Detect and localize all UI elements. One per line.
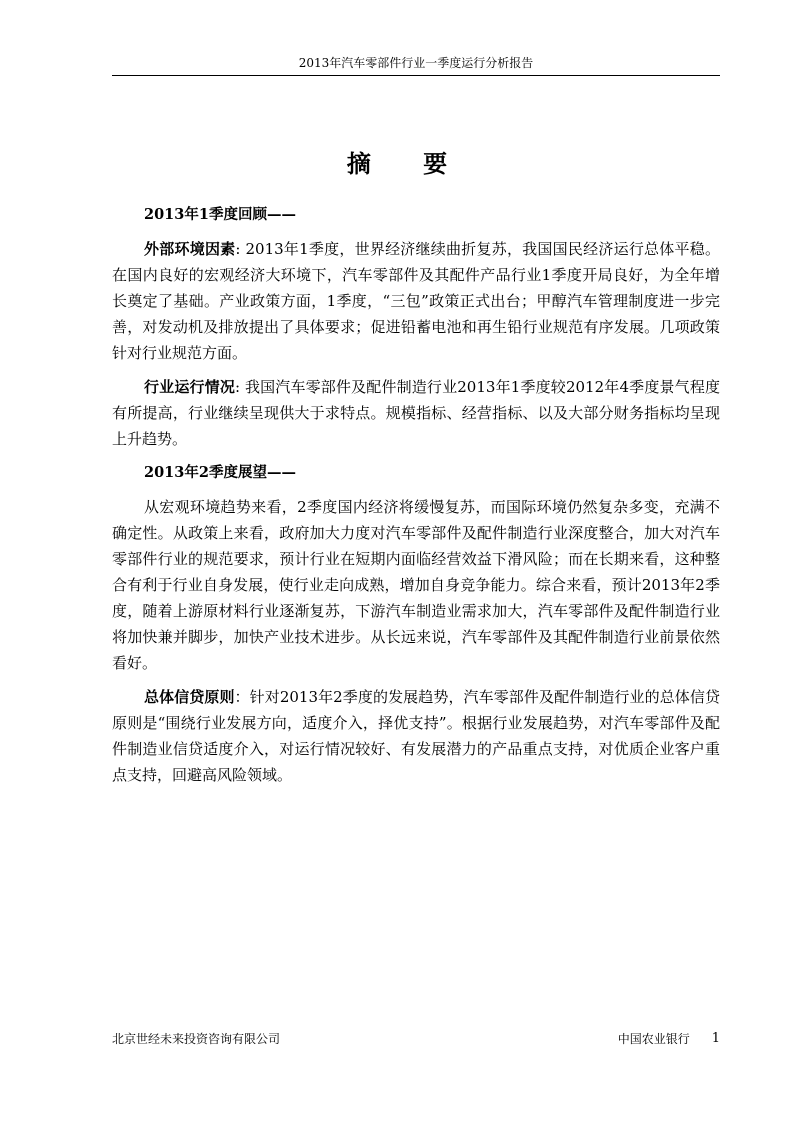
external-factors-paragraph xyxy=(112,236,720,366)
header-text: 2013年汽车零部件行业一季度运行分析报告 xyxy=(298,56,534,70)
credit-principle-paragraph xyxy=(112,684,720,788)
outlook-heading: 2013年2季度展望—— xyxy=(144,464,296,481)
industry-operation-lead: 行业运行情况 xyxy=(144,378,235,396)
credit-principle-lead: 总体信贷原则 xyxy=(144,688,235,706)
industry-operation-paragraph xyxy=(112,374,720,452)
page-number: 1 xyxy=(711,1031,720,1046)
page-title: 摘 要 xyxy=(346,149,470,178)
external-factors-lead: 外部环境因素 xyxy=(144,240,236,258)
footer-right xyxy=(618,1030,720,1047)
page-footer xyxy=(112,1030,720,1047)
industry-operation-text: : 我国汽车零部件及配件制造行业2013年1季度较2012年4季度景气程度有所提高，行业继续呈现供大于求特点。规模指标、经营指标、以及大部分财务指标均呈现上升趋势。 xyxy=(112,378,720,448)
outlook-paragraph: 从宏观环境趋势来看，2季度国内经济将缓慢复苏，而国际环境仍然复杂多变，充满不确定性。从政策上来看，政府加大力度对汽车零部件及配件制造行业深度整合，加大对汽车零部件行业的规范要求，预计行业在短期内面临经营效益下滑风险；而在长期来看，这种整合有利于行业自身发展，使行业走向成熟，增加自身竞争能力。综合来看，预计2013年2季度，随着上游原材料行业逐渐复苏，下游汽车制造业需求加大，汽车零部件及配件制造行业将加快兼并脚步，加快产业技术进步。从长远来说，汽车零部件及其配件制造行业前景依然看好。 xyxy=(112,498,720,672)
document-body xyxy=(112,202,720,796)
review-heading: 2013年1季度回顾—— xyxy=(144,206,296,223)
external-factors-text: : 2013年1季度，世界经济继续曲折复苏，我国国民经济运行总体平稳。在国内良好的宏观经济大环境下，汽车零部件及其配件产品行业1季度开局良好，为全年增长奠定了基础。产业政策方面，1季度，“三包”政策正式出台；甲醇汽车管理制度进一步完善，对发动机及排放提出了具体要求；促进铅蓄电池和再生铅行业规范有序发展。几项政策针对行业规范方面。 xyxy=(112,240,720,362)
running-header xyxy=(112,54,720,76)
credit-principle-text: ：针对2013年2季度的发展趋势，汽车零部件及配件制造行业的总体信贷原则是“围绕行业发展方向，适度介入，择优支持”。根据行业发展趋势，对汽车零部件及配件制造业信贷适度介入，对运行情况较好、有发展潜力的产品重点支持，对优质企业客户重点支持，回避高风险领域。 xyxy=(112,688,720,784)
footer-bank: 中国农业银行 xyxy=(617,1032,690,1046)
footer-company: 北京世经未来投资咨询有限公司 xyxy=(112,1032,281,1046)
